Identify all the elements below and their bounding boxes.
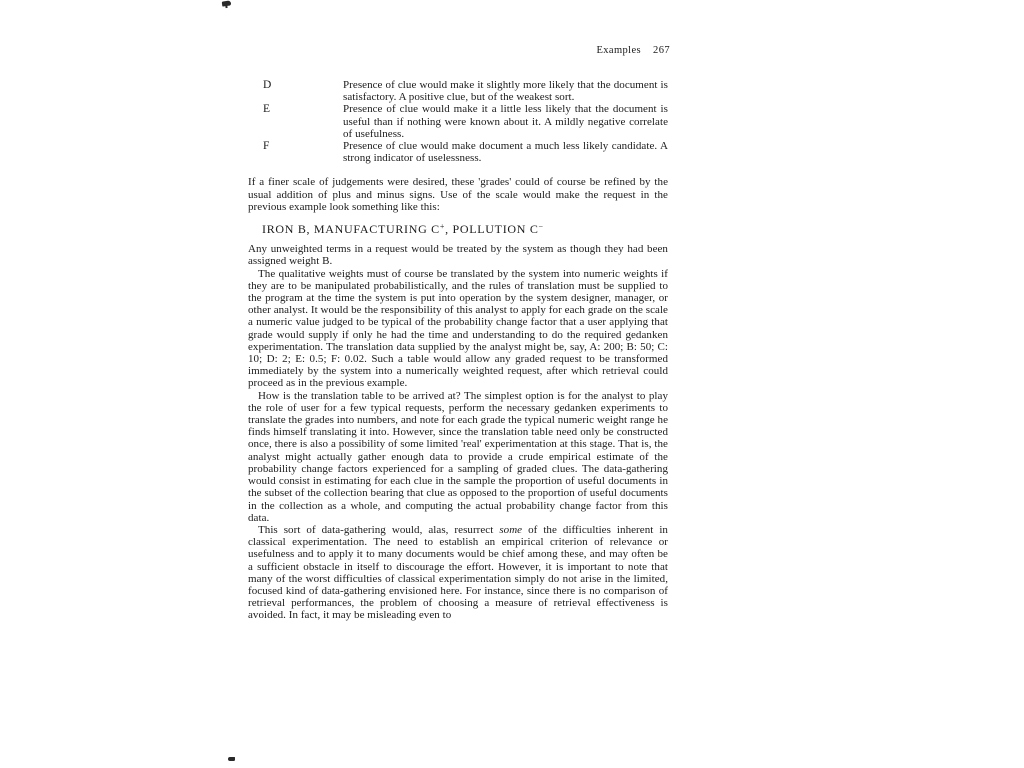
- paragraph-text: This sort of data-gathering would, alas, resurrect: [258, 523, 500, 536]
- grade-description: Presence of clue would make it slightly more likely that the document is satisfactory. A positive clue, but of the weakest sort.: [343, 79, 668, 104]
- paragraph-finer-scale: If a finer scale of judgements were desired, these 'grades' could of course be refined by the usual addition of plus and minus signs. Use of the scale would make the request in the previous example look something like this:: [248, 176, 668, 213]
- example-request: [262, 223, 668, 235]
- body-text: [248, 79, 668, 622]
- scan-mark: [222, 0, 232, 6]
- paragraph-qualitative: The qualitative weights must of course be translated by the system into numeric weights if they are to be manipulated probabilistically, and the rules of translation must be supplied to the program at the time the system is put into operation by the system designer, manager, or other analyst. It would be the responsibility of this analyst to apply for each grade on the scale a numeric value judged to be typical of the probability change factor that a user applying that grade would supply if only he had the time and understanding to do the required gedanken experimentation. The translation data supplied by the analyst might be, say, A: 200; B: 50; C: 10; D: 2; E: 0.5; F: 0.02. Such a table would allow any graded request to be transformed immediately by the system into a numerically weighted request, after which retrieval could proceed as in the previous example.: [248, 267, 668, 390]
- grade-letter: D: [263, 79, 272, 91]
- running-head: [540, 45, 670, 56]
- scan-mark: [228, 757, 235, 761]
- grade-list: [248, 79, 668, 164]
- paragraph-data-gathering: [248, 524, 668, 622]
- grade-description: Presence of clue would make document a much less likely candidate. A strong indicator of uselessness.: [343, 140, 668, 165]
- example-request-text: IRON B, MANUFACTURING C: [262, 222, 440, 237]
- grade-row: [248, 140, 668, 164]
- grade-letter: E: [263, 103, 271, 116]
- page-number: 267: [653, 45, 670, 56]
- paragraph-unweighted: Any unweighted terms in a request would be treated by the system as though they had been assigned weight B.: [248, 243, 668, 268]
- grade-description: Presence of clue would make it a little less likely that the document is useful than if nothing were known about it. A mildly negative correlate of usefulness.: [343, 103, 668, 140]
- plus-sign: +: [439, 222, 446, 232]
- grade-row: [248, 103, 668, 140]
- emphasis-text: some: [499, 523, 523, 536]
- section-title: Examples: [596, 45, 642, 56]
- example-request-text: , POLLUTION C: [445, 222, 539, 237]
- grade-row: [248, 79, 668, 103]
- minus-sign: −: [538, 222, 544, 232]
- paragraph-translation-table: How is the translation table to be arrived at? The simplest option is for the analyst to play the role of user for a few typical requests, perform the necessary gedanken experiments to translate the grades into numbers, and note for each grade the typical numeric weight range he finds himself translating it into. However, since the translation table need only be constructed once, there is also a possibility of some limited 'real' experimentation at this stage. That is, the analyst might actually gather enough data to provide a crude empirical estimate of the probability change factors experienced for a sampling of graded clues. The data-gathering would consist in estimating for each clue in the sample the proportion of useful documents in the subset of the collection bearing that clue as opposed to the proportion of useful documents in the collection as a whole, and computing the actual probability change factor from this data.: [248, 389, 668, 524]
- paragraph-text: of the difficulties inherent in classical experimentation. The need to establish an empirical criterion of relevance or usefulness and to apply it to many documents would be chief among these, and may often be a sufficient obstacle in itself to discourage the effort. However, it is important to note that many of the worst difficulties of classical experimentation simply do not arise in the limited, focused kind of data-gathering envisioned here. For instance, since there is no comparison of retrieval performances, the problem of choosing a measure of retrieval effectiveness is avoided. In fact, it may be misleading even to: [248, 523, 668, 622]
- grade-letter: F: [263, 140, 270, 153]
